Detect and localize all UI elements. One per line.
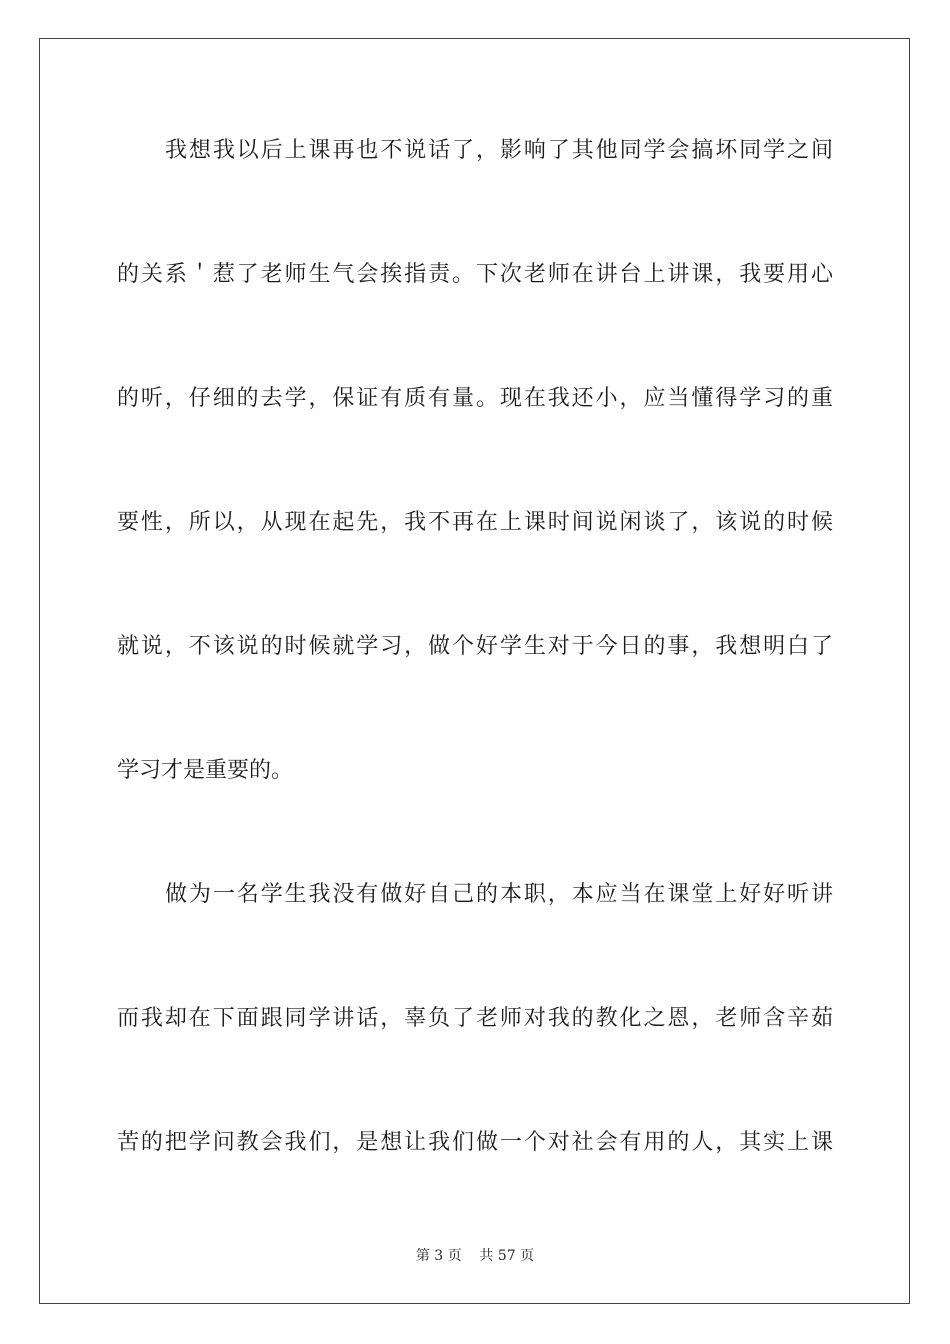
paragraph-2-line-1: 做为一名学生我没有做好自己的本职，本应当在课堂上好好听讲	[165, 882, 833, 907]
paragraph-1-line-1: 我想我以后上课再也不说话了，影响了其他同学会搞坏同学之间	[165, 138, 833, 163]
paragraph-2-line-3: 苦的把学问教会我们，是想让我们做一个对社会有用的人，其实上课	[117, 1130, 833, 1155]
paragraph-1-line-6: 学习才是重要的。	[117, 758, 294, 783]
page-number-footer: 第 3 页 共 57 页	[415, 1248, 535, 1264]
page-border	[39, 38, 910, 1304]
paragraph-1-line-3: 的听，仔细的去学，保证有质有量。现在我还小，应当懂得学习的重	[117, 386, 833, 411]
paragraph-1-line-2: 的关系＇惹了老师生气会挨指责。下次老师在讲台上讲课，我要用心	[117, 262, 833, 287]
paragraph-1-line-5: 就说，不该说的时候就学习，做个好学生对于今日的事，我想明白了	[117, 634, 833, 659]
paragraph-2-line-2: 而我却在下面跟同学讲话，辜负了老师对我的教化之恩，老师含辛茹	[117, 1006, 833, 1031]
paragraph-1-line-4: 要性，所以，从现在起先，我不再在上课时间说闲谈了，该说的时候	[117, 510, 833, 535]
